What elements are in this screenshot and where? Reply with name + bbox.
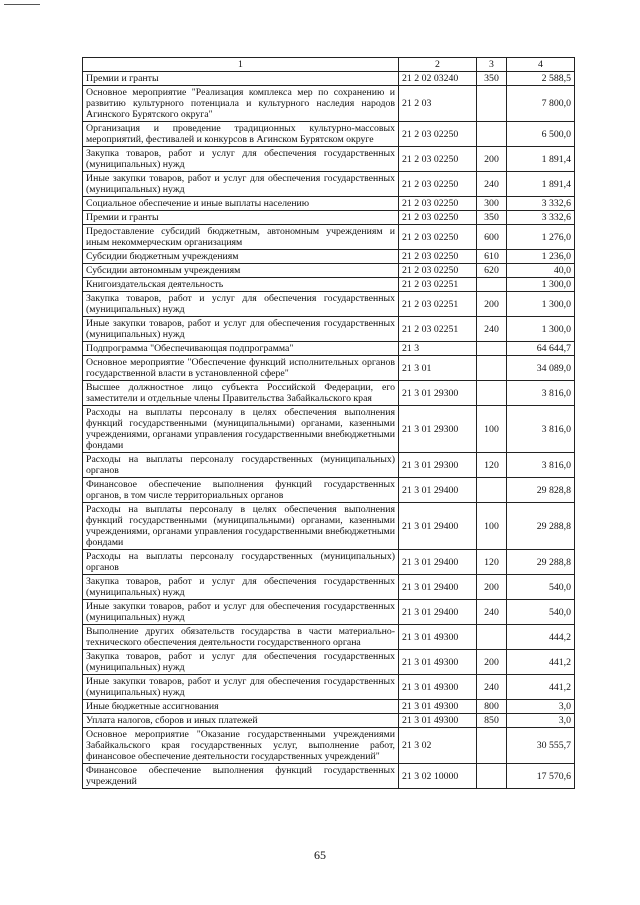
table-row [83, 550, 575, 575]
row-vr-cell: 620 [477, 264, 507, 278]
row-vr-cell: 100 [477, 503, 507, 550]
row-name-cell: Расходы на выплаты персоналу государственных (муниципальных) органов [83, 550, 399, 575]
row-name-cell: Основное мероприятие "Оказание государственными учреждениями Забайкальского края государственных услуг, выполнение работ, финансовое обеспечение деятельности государственных учреждений" [83, 728, 399, 764]
table-row [83, 225, 575, 250]
table-body [83, 72, 575, 789]
row-name-cell: Закупка товаров, работ и услуг для обеспечения государственных (муниципальных) нужд [83, 650, 399, 675]
row-code-cell: 21 2 03 02250 [399, 211, 477, 225]
row-code-cell: 21 3 01 49300 [399, 650, 477, 675]
row-name-cell: Субсидии автономным учреждениям [83, 264, 399, 278]
table-row [83, 356, 575, 381]
row-vr-cell: 610 [477, 250, 507, 264]
row-amount-cell: 3,0 [507, 700, 575, 714]
row-code-cell: 21 3 01 29300 [399, 406, 477, 453]
table-row [83, 453, 575, 478]
row-code-cell: 21 3 01 29300 [399, 381, 477, 406]
row-name-cell: Книгоиздательская деятельность [83, 278, 399, 292]
row-amount-cell: 1 300,0 [507, 278, 575, 292]
row-code-cell: 21 2 03 02250 [399, 250, 477, 264]
row-code-cell: 21 3 01 49300 [399, 714, 477, 728]
row-vr-cell: 200 [477, 650, 507, 675]
table-row [83, 478, 575, 503]
row-vr-cell: 600 [477, 225, 507, 250]
row-amount-cell: 34 089,0 [507, 356, 575, 381]
row-code-cell: 21 2 02 03240 [399, 72, 477, 86]
row-vr-cell: 240 [477, 600, 507, 625]
table-row [83, 625, 575, 650]
row-code-cell: 21 3 01 49300 [399, 700, 477, 714]
header-col-1: 1 [83, 58, 399, 72]
row-vr-cell: 200 [477, 292, 507, 317]
row-code-cell: 21 3 02 [399, 728, 477, 764]
row-name-cell: Выполнение других обязательств государства в части материально-технического обеспечения деятельности государственного органа [83, 625, 399, 650]
row-code-cell: 21 2 03 02250 [399, 197, 477, 211]
row-vr-cell [477, 278, 507, 292]
row-name-cell: Иные закупки товаров, работ и услуг для обеспечения государственных (муниципальных) нужд [83, 600, 399, 625]
row-vr-cell: 240 [477, 317, 507, 342]
row-amount-cell: 1 891,4 [507, 172, 575, 197]
row-vr-cell: 350 [477, 211, 507, 225]
row-amount-cell: 3,0 [507, 714, 575, 728]
row-code-cell: 21 2 03 02250 [399, 264, 477, 278]
header-row [83, 58, 575, 72]
row-code-cell: 21 3 02 10000 [399, 764, 477, 789]
table-row [83, 575, 575, 600]
row-name-cell: Финансовое обеспечение выполнения функций государственных органов, в том числе территориальных органов [83, 478, 399, 503]
row-amount-cell: 40,0 [507, 264, 575, 278]
table-row [83, 86, 575, 122]
row-name-cell: Расходы на выплаты персоналу в целях обеспечения выполнения функций государственными (муниципальными) органами, казенными учреждениями, органами управления государственными внебюджетными фондами [83, 406, 399, 453]
row-vr-cell [477, 342, 507, 356]
row-amount-cell: 3 332,6 [507, 197, 575, 211]
row-code-cell: 21 2 03 02250 [399, 225, 477, 250]
budget-table [82, 57, 575, 789]
row-amount-cell: 29 288,8 [507, 503, 575, 550]
row-vr-cell [477, 625, 507, 650]
row-vr-cell [477, 728, 507, 764]
row-name-cell: Основное мероприятие "Реализация комплекса мер по сохранению и развитию культурного потенциала и культурного наследия народов Агинского Бурятского округа" [83, 86, 399, 122]
row-name-cell: Предоставление субсидий бюджетным, автономным учреждениям и иным некоммерческим организациям [83, 225, 399, 250]
row-vr-cell: 300 [477, 197, 507, 211]
row-code-cell: 21 3 01 29400 [399, 478, 477, 503]
header-col-3: 3 [477, 58, 507, 72]
row-vr-cell: 240 [477, 172, 507, 197]
row-vr-cell: 240 [477, 675, 507, 700]
row-amount-cell: 1 236,0 [507, 250, 575, 264]
row-name-cell: Закупка товаров, работ и услуг для обеспечения государственных (муниципальных) нужд [83, 147, 399, 172]
row-code-cell: 21 3 01 29400 [399, 503, 477, 550]
row-code-cell: 21 3 01 29400 [399, 550, 477, 575]
row-code-cell: 21 2 03 [399, 86, 477, 122]
row-vr-cell [477, 86, 507, 122]
page-number: 65 [314, 848, 326, 862]
row-vr-cell [477, 122, 507, 147]
row-amount-cell: 7 800,0 [507, 86, 575, 122]
row-amount-cell: 17 570,6 [507, 764, 575, 789]
row-amount-cell: 540,0 [507, 600, 575, 625]
row-code-cell: 21 2 03 02251 [399, 317, 477, 342]
row-name-cell: Иные закупки товаров, работ и услуг для обеспечения государственных (муниципальных) нужд [83, 675, 399, 700]
row-name-cell: Иные бюджетные ассигнования [83, 700, 399, 714]
row-name-cell: Расходы на выплаты персоналу государственных (муниципальных) органов [83, 453, 399, 478]
row-vr-cell: 120 [477, 453, 507, 478]
row-vr-cell: 200 [477, 575, 507, 600]
row-code-cell: 21 3 01 29400 [399, 600, 477, 625]
table-row [83, 650, 575, 675]
row-amount-cell: 64 644,7 [507, 342, 575, 356]
row-amount-cell: 1 300,0 [507, 317, 575, 342]
table-row [83, 342, 575, 356]
row-amount-cell: 3 816,0 [507, 453, 575, 478]
row-amount-cell: 1 891,4 [507, 147, 575, 172]
row-amount-cell: 29 288,8 [507, 550, 575, 575]
row-amount-cell: 3 816,0 [507, 406, 575, 453]
table-row [83, 503, 575, 550]
row-amount-cell: 444,2 [507, 625, 575, 650]
table-row [83, 406, 575, 453]
row-name-cell: Финансовое обеспечение выполнения функций государственных учреждений [83, 764, 399, 789]
row-name-cell: Иные закупки товаров, работ и услуг для обеспечения государственных (муниципальных) нужд [83, 317, 399, 342]
table-row [83, 317, 575, 342]
row-name-cell: Субсидии бюджетным учреждениям [83, 250, 399, 264]
row-name-cell: Закупка товаров, работ и услуг для обеспечения государственных (муниципальных) нужд [83, 575, 399, 600]
table-row [83, 278, 575, 292]
row-code-cell: 21 2 03 02250 [399, 122, 477, 147]
row-vr-cell [477, 764, 507, 789]
row-vr-cell: 200 [477, 147, 507, 172]
table-row [83, 147, 575, 172]
table-row [83, 700, 575, 714]
table-row [83, 600, 575, 625]
table-row [83, 714, 575, 728]
row-vr-cell: 800 [477, 700, 507, 714]
row-vr-cell: 120 [477, 550, 507, 575]
row-name-cell: Премии и гранты [83, 211, 399, 225]
row-code-cell: 21 3 [399, 342, 477, 356]
row-amount-cell: 30 555,7 [507, 728, 575, 764]
row-name-cell: Подпрограмма "Обеспечивающая подпрограмма" [83, 342, 399, 356]
table-row [83, 172, 575, 197]
row-vr-cell: 100 [477, 406, 507, 453]
row-amount-cell: 3 816,0 [507, 381, 575, 406]
row-amount-cell: 441,2 [507, 675, 575, 700]
row-name-cell: Организация и проведение традиционных культурно-массовых мероприятий, фестивалей и конкурсов в Агинском Бурятском округе [83, 122, 399, 147]
row-code-cell: 21 3 01 49300 [399, 625, 477, 650]
table-row [83, 72, 575, 86]
row-amount-cell: 1 300,0 [507, 292, 575, 317]
row-amount-cell: 540,0 [507, 575, 575, 600]
row-name-cell: Закупка товаров, работ и услуг для обеспечения государственных (муниципальных) нужд [83, 292, 399, 317]
table-row [83, 211, 575, 225]
row-code-cell: 21 3 01 29400 [399, 575, 477, 600]
table-row [83, 728, 575, 764]
row-code-cell: 21 3 01 [399, 356, 477, 381]
row-code-cell: 21 2 03 02250 [399, 172, 477, 197]
row-code-cell: 21 2 03 02251 [399, 292, 477, 317]
row-code-cell: 21 3 01 29300 [399, 453, 477, 478]
row-code-cell: 21 2 03 02251 [399, 278, 477, 292]
row-amount-cell: 2 588,5 [507, 72, 575, 86]
table-row [83, 264, 575, 278]
row-name-cell: Основное мероприятие "Обеспечение функций исполнительных органов государственной власти в установленной сфере" [83, 356, 399, 381]
row-amount-cell: 29 828,8 [507, 478, 575, 503]
header-col-4: 4 [507, 58, 575, 72]
row-name-cell: Премии и гранты [83, 72, 399, 86]
row-amount-cell: 1 276,0 [507, 225, 575, 250]
top-rule [4, 4, 40, 5]
row-name-cell: Социальное обеспечение и иные выплаты населению [83, 197, 399, 211]
row-vr-cell: 350 [477, 72, 507, 86]
row-amount-cell: 3 332,6 [507, 211, 575, 225]
table-row [83, 197, 575, 211]
table-row [83, 381, 575, 406]
row-amount-cell: 6 500,0 [507, 122, 575, 147]
table-row [83, 122, 575, 147]
row-code-cell: 21 3 01 49300 [399, 675, 477, 700]
row-amount-cell: 441,2 [507, 650, 575, 675]
table-row [83, 675, 575, 700]
table-row [83, 764, 575, 789]
row-name-cell: Уплата налогов, сборов и иных платежей [83, 714, 399, 728]
row-vr-cell: 850 [477, 714, 507, 728]
row-vr-cell [477, 356, 507, 381]
row-code-cell: 21 2 03 02250 [399, 147, 477, 172]
table-row [83, 292, 575, 317]
row-vr-cell [477, 478, 507, 503]
row-name-cell: Иные закупки товаров, работ и услуг для обеспечения государственных (муниципальных) нужд [83, 172, 399, 197]
header-col-2: 2 [399, 58, 477, 72]
row-name-cell: Высшее должностное лицо субъекта Российской Федерации, его заместители и отдельные члены Правительства Забайкальского края [83, 381, 399, 406]
table-row [83, 250, 575, 264]
row-name-cell: Расходы на выплаты персоналу в целях обеспечения выполнения функций государственными (муниципальными) органами, казенными учреждениями, органами управления государственными внебюджетными фондами [83, 503, 399, 550]
row-vr-cell [477, 381, 507, 406]
